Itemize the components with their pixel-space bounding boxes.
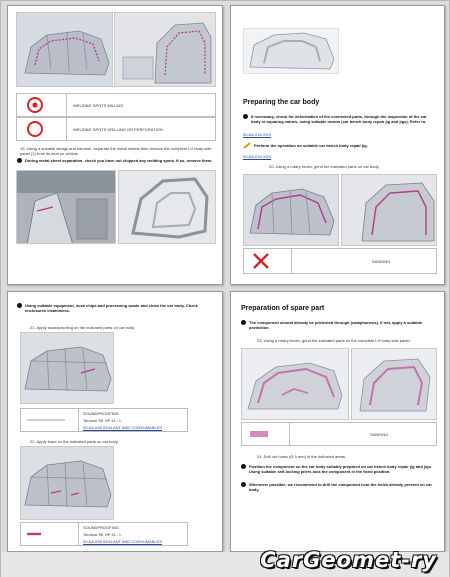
brand-logo: CarGeomet-ry xyxy=(260,548,437,572)
drilling-symbol-icon xyxy=(17,118,67,140)
car-body-detail-image xyxy=(341,174,437,246)
warning-text: During metal sheet separation, check you have not chipped any welding spots. If so, remove them. xyxy=(25,158,213,163)
symbol-description: WELDING SPOTS DRILLING OR PERFORATION xyxy=(73,127,163,132)
side-panel-rear-image xyxy=(351,348,437,420)
car-body-grinding-image xyxy=(243,174,339,246)
sanding-label: SANDING xyxy=(372,259,391,264)
car-body-soundproofing-image xyxy=(20,332,114,404)
note-text: The component should already be protected through (cataphoresis). If not, apply a suitable protection. xyxy=(249,320,423,330)
symbol-description: WELDING SPOTS MILLING xyxy=(73,103,124,108)
material-reference-link[interactable]: 00.AA.098 SEALANT AND CONSUMABLES xyxy=(83,425,163,430)
note-text: If necessary, check for deformation of the connected parts, through the inspection of the car body re-squaring values, using suitable means (car bench body repair jig and jigs). Refer to: xyxy=(251,114,427,124)
reference-link[interactable]: 00.AA.016-XXX xyxy=(243,132,272,137)
info-icon xyxy=(241,320,246,325)
cross-mark-icon xyxy=(244,249,292,273)
note-text: Whenever possible, we recommend to drill the component near the holes already present on car body. xyxy=(249,482,432,492)
car-body-foam-image xyxy=(20,446,114,520)
reference-link[interactable]: 00.AA.016-XXX xyxy=(243,154,272,159)
sanding-label: SANDING xyxy=(370,432,389,437)
tool-instruction: Perform the operation on suitable car bench body repair jig. xyxy=(254,143,368,148)
info-icon xyxy=(243,114,248,119)
info-icon xyxy=(241,482,246,487)
foam-symbol-icon xyxy=(21,523,79,545)
soundproofing-table-1 xyxy=(20,408,188,432)
step-21-text: 21. Apply soundproofing on the indicated parts on car body. xyxy=(30,325,136,330)
step-19-text: 19. Using a suitable wedge and hammer, separate the metal sheets then remove the complete LH body side panel (1) from its seat on vehicle. xyxy=(20,146,212,156)
info-icon xyxy=(241,464,246,469)
note-text: Using suitable equipment, suck chips and processing waste and clean the car body. Check enclosures cleanliness. xyxy=(25,303,198,313)
side-panel-detail-image xyxy=(114,12,216,87)
tool-icon xyxy=(243,142,252,149)
soundproofing-table-2 xyxy=(20,522,188,546)
step-20-text: 20. Using a rotary brush, grind the indicated parts on car body. xyxy=(269,164,380,169)
info-icon xyxy=(17,303,22,308)
note-text: Position the component on the car body suitably prepared on car bench body repair jig and jigs. Using suitable self-locking pliers lock the component in the fixed position. xyxy=(249,464,432,474)
step-23-text: 23. Using a rotary brush, grind the indicated parts on the complete LH body side panel. xyxy=(257,338,411,343)
material-product: Teroson SE HP 41 - L xyxy=(83,418,122,423)
manual-page-2 xyxy=(230,5,445,285)
section-title: Preparing the car body xyxy=(243,99,320,106)
workshop-photo xyxy=(16,170,116,244)
symbol-table-row-2 xyxy=(16,117,216,141)
info-icon xyxy=(17,158,22,163)
material-product: Teroson SE HP 41 - L xyxy=(83,532,122,537)
material-reference-link[interactable]: 00.AA.098 SEALANT AND CONSUMABLES xyxy=(83,539,163,544)
milling-symbol-icon xyxy=(17,94,67,116)
material-type: SOUNDPROOFING xyxy=(83,411,119,416)
sanding-symbol-icon xyxy=(242,423,290,445)
sanding-table xyxy=(243,248,437,274)
side-panel-removed-image xyxy=(118,170,216,244)
section-title: Preparation of spare part xyxy=(241,305,325,312)
manual-page-4 xyxy=(230,291,445,552)
material-type: SOUNDPROOFING xyxy=(83,525,119,530)
symbol-table-row-1 xyxy=(16,93,216,117)
side-panel-sanding-image xyxy=(241,348,349,420)
step-22-text: 22. Apply foam on the indicated parts on car body. xyxy=(30,439,119,444)
manual-page-1 xyxy=(7,5,223,285)
manual-page-3 xyxy=(7,291,223,552)
sanding-table xyxy=(241,422,437,446)
car-body-structure-image xyxy=(16,12,113,87)
step-24-text: 24. Drill out holes (Ø 5 mm) in the indicated areas. xyxy=(257,454,347,459)
line-symbol-icon xyxy=(21,409,79,431)
body-side-panel-image xyxy=(243,28,339,74)
